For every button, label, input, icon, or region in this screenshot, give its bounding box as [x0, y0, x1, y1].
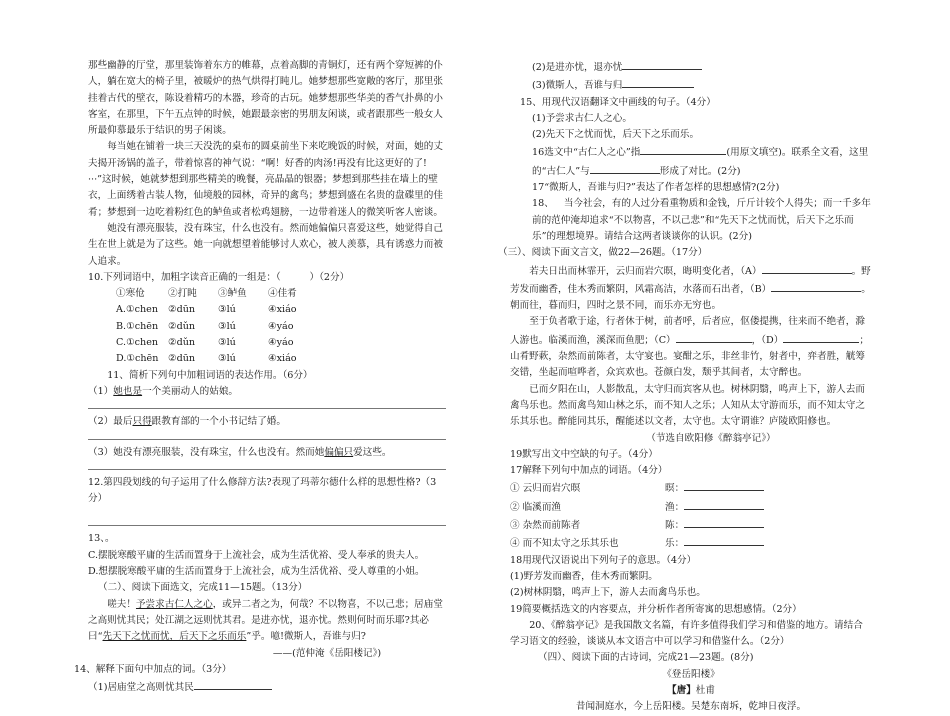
question-12: 12.第四段划线的句子运用了什么修辞方法?表现了玛蒂尔德什么样的思想性格?（3分）: [88, 476, 437, 505]
yueyang-source: ——(范仲淹《岳阳楼记》): [272, 647, 382, 659]
answer-blank[interactable]: [684, 516, 764, 528]
answer-blank[interactable]: [194, 678, 272, 690]
question-11: 11、简析下列句中加粗词语的表达作用。（6分）: [107, 369, 313, 381]
word-1: ①寒伧: [116, 288, 145, 300]
question-14-item-2: (2)是进亦忧，退亦忧: [510, 58, 872, 76]
question-14-item-1: （1)居庙堂之高则忧其民: [88, 678, 446, 696]
zuiweng-paragraph-2: 至于负者歌于途，行者休于树，前者呼，后者应，伛偻提携，往来而不绝者，滁人游也。临溪而渔，溪深而鱼肥；（C） ，（D） ；山肴野蔌，杂然而前陈者，太守宴也。宴酣之乐，非丝非竹，射者中，弈者胜，觥筹交错，坐起而喧哗者，众宾欢也。苍颜白发，颓乎其间者，太守醉也。: [510, 316, 869, 379]
left-column: [74, 58, 446, 696]
answer-blank[interactable]: [622, 58, 702, 70]
section-3-title: （三）、阅读下面文言文，做22—26题。（17分）: [498, 247, 708, 259]
question-13-option-d: D.想摆脱寒酸平庸的生活而置身于上流社会，成为生活优裕、受人尊重的小姐。: [88, 566, 425, 578]
answer-line[interactable]: [88, 402, 446, 409]
passage-paragraph-3: 她没有漂亮服装，没有珠宝，什么也没有。然而她偏偏只喜爱这些，她觉得自己生在世上就是为了这些。她一向就想望着能够讨人欢心，被人羡慕，具有诱惑力而被人追求。: [88, 222, 443, 267]
question-13-option-c: C.摆脱寒酸平庸的生活而置身于上流社会，成为生活优裕、受人奉承的贵夫人。: [88, 549, 425, 561]
question-10: 10.下列词语中，加粗字读音正确的一组是：（ ）（2分）: [88, 271, 350, 283]
question-19: 19默写出文中空缺的句子。（4分）: [510, 448, 658, 460]
question-18b: 18用现代汉语说出下列句子的意思。（4分）: [510, 554, 697, 566]
blank-d[interactable]: [783, 331, 859, 343]
question-17b: 17解释下列句中加点的词语。（4分）: [510, 465, 668, 477]
blank-a[interactable]: [762, 262, 852, 274]
word-2: ②打盹: [168, 288, 197, 300]
answer-blank[interactable]: [590, 162, 660, 174]
answer-blank[interactable]: [684, 534, 764, 546]
option-d: D.①chēn ②dūn ③lú ④xiáo: [116, 353, 297, 365]
passage-paragraph-1: 那些幽静的厅堂，那里装饰着东方的帷幕，点着高脚的青铜灯，还有两个穿短裤的仆人，躺在宽大的椅子里，被暖炉的热气烘得打盹儿。她梦想那些宽敞的客厅，那里张挂着古代的壁衣，陈设着精巧的木器，珍奇的古玩。她梦想那些华美的香气扑鼻的小客室，在那里，下午五点钟的时候，她跟最亲密的男朋友闲谈，或者跟那些一般女人所最仰慕最乐于结识的男子闲谈。: [88, 60, 443, 137]
answer-blank[interactable]: [684, 498, 764, 510]
section-4-title: （四）、阅读下面的古诗词，完成21—23题。(8分): [538, 652, 754, 664]
question-15-item-2: (2)先天下之忧而忧，后天下之乐而乐。: [532, 129, 700, 141]
question-17: 17“微斯人，吾谁与归?”表达了作者怎样的思想感情?(2分): [532, 182, 780, 194]
question-18b-item-1: (1)野芳发而幽香，佳木秀而繁阴。: [510, 570, 658, 582]
zuiweng-paragraph-3: 已而夕阳在山，人影散乱，太守归而宾客从也。树林阴翳，鸣声上下，游人去而禽鸟乐也。然而禽鸟知山林之乐，而不知人之乐；人知从太守游而乐，而不知太守之乐其乐也。醉能同其乐，醒能述以文者，太守也。太守谓谁？庐陵欧阳修也。: [510, 383, 865, 428]
question-11-sentence-1: （1）她也是一个美丽动人的姑娘。: [88, 385, 239, 397]
right-column: [498, 58, 872, 716]
yueyang-passage: 嗟夫！予尝求古仁人之心，或异二者之为，何哉？不以物喜，不以己悲；居庙堂之高则忧其民；处江湖之远则忧其君。是进亦忧，退亦忧。然则何时而乐耶?其必曰“先天下之忧而忧，后天下之乐而乐”乎。噫!微斯人，吾谁与归?: [88, 598, 443, 643]
option-a: A.①chen ②dūn ③lú ④xiáo: [116, 304, 297, 316]
question-15-item-1: (1)予尝求古仁人之心。: [532, 112, 632, 124]
word-4: ④佳肴: [268, 288, 297, 300]
poem-author: 【唐】杜甫: [667, 684, 715, 696]
answer-blank[interactable]: [640, 143, 726, 155]
question-16: 16选文中“古仁人之心”指 (用原文填空)。联系全文看，这里的“古仁人”与 形成了对比。(2分): [510, 143, 872, 180]
section-2-title: （二）、阅读下面选文，完成11—15题。（13分）: [98, 582, 308, 594]
passage-paragraph-2: 每当她在铺着一块三天没洗的桌布的圆桌前坐下来吃晚饭的时候，对面，她的丈夫揭开汤锅的盖子，带着惊喜的神气说：“啊！好香的肉汤!再没有比这更好的了!···”这时候，她就梦想到那些精美的晚餐，亮晶晶的银器；梦想到那些挂在墙上的壁衣，上面绣着古装人物，仙境般的园林，奇异的禽鸟；梦想到盛在名贵的盘碟里的佳肴；梦想到一边吃着粉红色的鲈鱼或者松鸡翅膀，一边带着迷人的微笑听客人密谈。: [88, 141, 443, 218]
answer-line[interactable]: [88, 433, 446, 440]
q17b-item-4: ④ 而不知太守之乐其乐也 乐：: [510, 534, 872, 552]
answer-line[interactable]: [88, 509, 446, 526]
q17b-item-1: ① 云归而岩穴暝 暝：: [510, 479, 872, 497]
question-14-item-3: (3)微斯人，吾谁与归: [510, 76, 872, 94]
zuiweng-paragraph-1: 若夫日出而林霏开，云归而岩穴暝，晦明变化者，（A） 。野芳发而幽香，佳木秀而繁阴，风霜高洁，水落而石出者，（B） 。朝而往，暮而归，四时之景不同，而乐亦无穷也。: [510, 262, 872, 315]
answer-blank[interactable]: [684, 479, 764, 491]
question-13: 13、。: [88, 533, 115, 545]
poem-title: 《登岳阳楼》: [662, 668, 720, 680]
poem-line-1: 昔闻洞庭水，今上岳阳楼。吴楚东南坼，乾坤日夜浮。: [575, 701, 807, 713]
answer-line[interactable]: [88, 463, 446, 470]
zuiweng-source: （节选自欧阳修《醉翁亭记》）: [646, 432, 776, 444]
option-c: C.①chen ②dǔn ③lú ④yáo: [116, 337, 294, 349]
word-3: ③鲈鱼: [218, 288, 247, 300]
q17b-item-3: ③ 杂然而前陈者 陈：: [510, 516, 872, 534]
question-18b-item-2: (2)树林阴翳，鸣声上下，游人去而禽鸟乐也。: [510, 587, 706, 599]
blank-b[interactable]: [771, 280, 861, 292]
question-11-sentence-2: （2）最后只得跟教育部的一个小书记结了婚。: [88, 416, 286, 428]
question-20: 20、《醉翁亭记》是我国散文名篇，有许多值得我们学习和借鉴的地方。请结合学习语文的经验，谈谈从本文语言中可以学习和借鉴什么。（2分）: [510, 619, 863, 648]
question-11-sentence-3: （3）她没有漂亮服装，没有珠宝，什么也没有。然而她偏偏只爱这些。: [88, 446, 392, 458]
blank-c[interactable]: [676, 331, 752, 343]
answer-blank[interactable]: [622, 76, 694, 88]
q17b-item-2: ② 临溪而渔 渔：: [510, 498, 872, 516]
question-14: 14、解释下面句中加点的词。（3分）: [74, 663, 232, 675]
question-10-words: [88, 286, 446, 302]
option-b: B.①chēn ②dǔn ③lú ④yáo: [116, 320, 294, 332]
question-15: 15、用现代汉语翻译文中画线的句子。（4分）: [520, 96, 716, 108]
question-19b: 19简要概括选文的内容要点，并分析作者所寄寓的思想感情。（2分）: [510, 603, 802, 615]
question-18: 18、 当今社会，有的人过分看重物质和金钱，斤斤计较个人得失；而一千多年前的范仲淹却追求“不以物喜，不以己悲”和“先天下之忧而忧，后天下之乐而乐”的理想境界。请结合这两者谈谈你的认识。(2分): [532, 198, 871, 242]
